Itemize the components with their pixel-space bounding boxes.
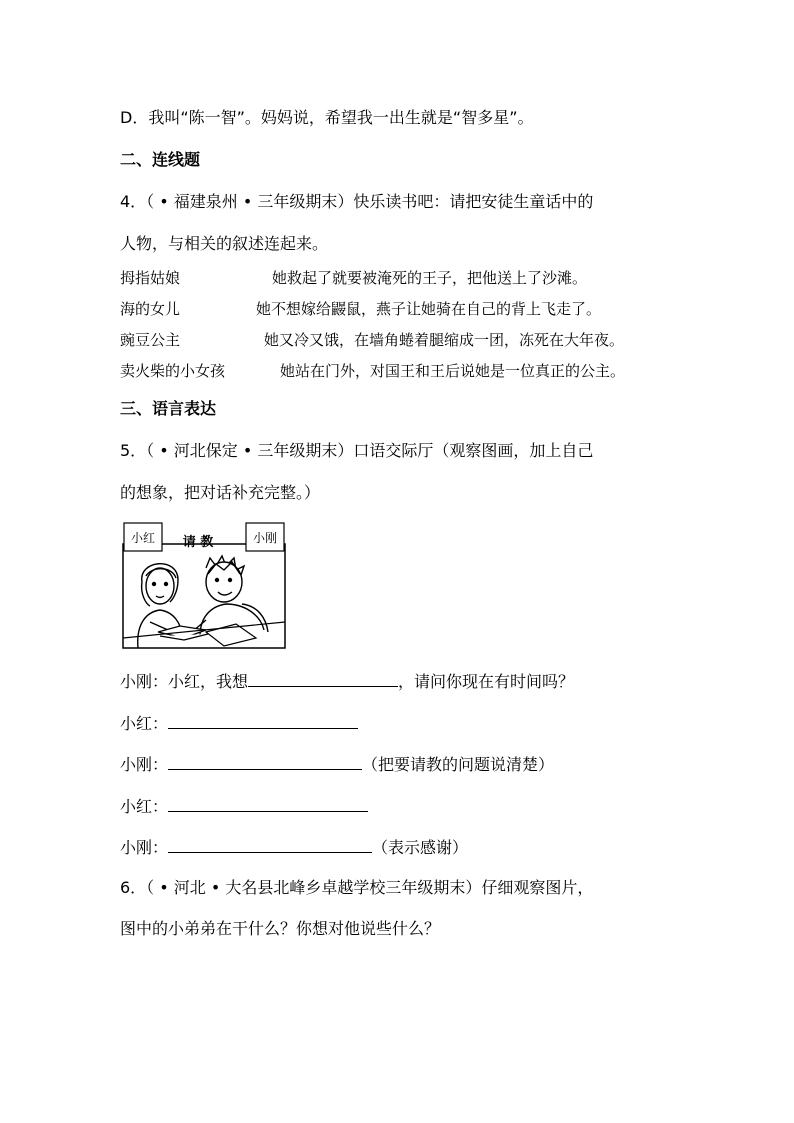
dialogue-suffix-text: （把要请教的问题说清楚） [362, 755, 555, 774]
dialogue-speaker-text: 小刚： [120, 755, 169, 774]
answer-blank[interactable] [168, 712, 358, 729]
section-heading-language: 三、语言表达 [120, 399, 217, 418]
question-5-line-1: 5．（ • 河北保定 • 三年级期末）口语交际厅（观察图画，加上自己 [120, 441, 594, 460]
consultation-illustration [120, 520, 288, 650]
dialogue-line-3 [120, 753, 554, 775]
matching-description: 她站在门外，对国王和王后说她是一位真正的公主。 [280, 362, 626, 380]
question-6-line-2: 图中的小弟弟在干什么？你想对他说些什么？ [120, 919, 441, 938]
matching-character: 拇指姑娘 [120, 269, 181, 287]
question-5-line-2: 的想象，把对话补充完整。） [120, 483, 321, 502]
left-name-label: 小红 [130, 531, 156, 545]
answer-blank[interactable] [248, 670, 398, 687]
dialogue-suffix-text: ，请问你现在有时间吗？ [398, 672, 575, 691]
section-heading-matching: 二、连线题 [120, 150, 201, 169]
matching-description: 她不想嫁给鼹鼠，燕子让她骑在自己的背上飞走了。 [256, 300, 602, 318]
dialogue-speaker-text: 小红： [120, 797, 169, 816]
option-d: D．我叫“陈一智”。妈妈说，希望我一出生就是“智多星”。 [120, 108, 534, 127]
question-4-line-2: 人物，与相关的叙述连起来。 [120, 234, 329, 253]
dialogue-line-4 [120, 795, 368, 817]
dialogue-line-1 [120, 670, 574, 692]
matching-character: 海的女儿 [120, 300, 181, 318]
dialogue-line-5 [120, 836, 468, 858]
matching-description: 她救起了就要被淹死的王子，把他送上了沙滩。 [272, 269, 588, 287]
dialogue-line-2 [120, 712, 358, 734]
dialogue-speaker-text: 小刚：小红，我想 [120, 672, 249, 691]
matching-description: 她又冷又饿，在墙角蜷着腿缩成一团，冻死在大年夜。 [264, 331, 625, 349]
answer-blank[interactable] [168, 795, 368, 812]
dialogue-speaker-text: 小红： [120, 714, 169, 733]
matching-character: 卖火柴的小女孩 [120, 362, 226, 380]
right-name-label: 小刚 [252, 531, 278, 545]
question-4-line-1: 4．（ • 福建泉州 • 三年级期末）快乐读书吧：请把安徒生童话中的 [120, 192, 594, 211]
matching-character: 豌豆公主 [120, 331, 181, 349]
dialogue-speaker-text: 小刚： [120, 838, 169, 857]
answer-blank[interactable] [168, 836, 372, 853]
question-6-line-1: 6．（ • 河北 • 大名县北峰乡卓越学校三年级期末）仔细观察图片， [120, 878, 594, 897]
dialogue-suffix-text: （表示感谢） [372, 838, 469, 857]
answer-blank[interactable] [168, 753, 362, 770]
caption-label: 请 教 [182, 535, 214, 550]
